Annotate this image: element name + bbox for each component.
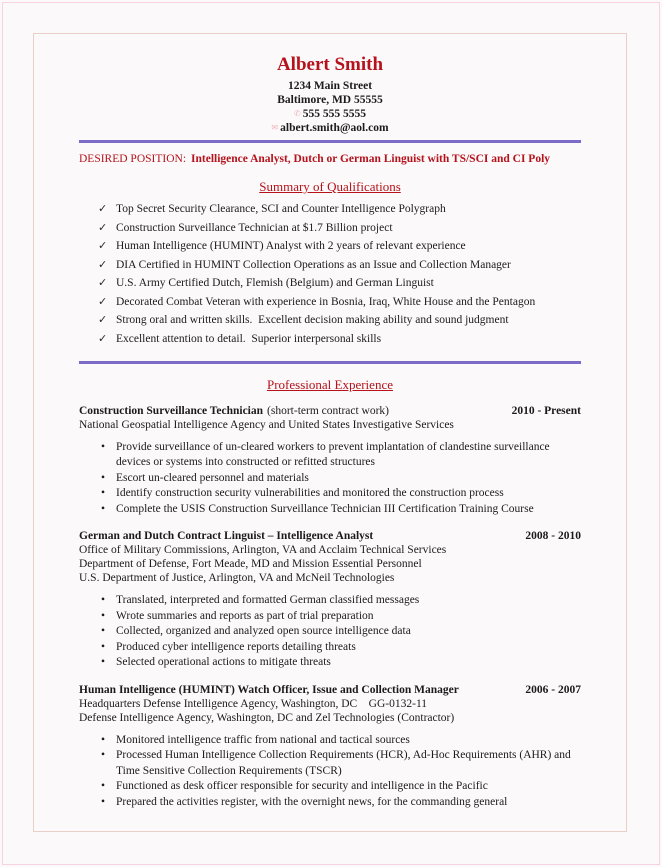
job-bullet-text: Identify construction security vulnerabilities and monitored the construction process: [116, 487, 504, 499]
job-bullet: [79, 471, 581, 487]
job-bullet-list: [79, 733, 581, 811]
job-bullet-text: Functioned as desk officer responsible for security and intelligence in the Pacific: [116, 780, 488, 792]
qualification-text: DIA Certified in HUMINT Collection Operations as an Issue and Collection Manager: [116, 258, 511, 271]
job-bullet: [79, 733, 581, 749]
divider-rule-header: [79, 140, 581, 143]
resume-page-frame: [33, 33, 627, 832]
job-bullet-text: Wrote summaries and reports as part of trial preparation: [116, 609, 374, 622]
checkmark-icon: ✓: [98, 258, 108, 271]
checkmark-icon: ✓: [98, 295, 108, 308]
job-employer: Defense Intelligence Agency, Washington, DC and Zel Technologies (Contractor): [79, 711, 455, 724]
job-bullet: [79, 795, 581, 811]
qualification-text: Decorated Combat Veteran with experience in Bosnia, Iraq, White House and the Pentagon: [116, 295, 536, 308]
qualification-text: Excellent attention to detail. Superior interpersonal skills: [116, 332, 382, 345]
qualification-item: [79, 276, 581, 290]
bullet-icon: •: [101, 609, 106, 622]
job-bullet-text: Translated, interpreted and formatted German classified messages: [116, 594, 420, 606]
bullet-icon: •: [101, 749, 106, 761]
job-title: Human Intelligence (HUMINT) Watch Officer, Issue and Collection Manager: [79, 683, 459, 696]
address-line-1: 1234 Main Street: [287, 80, 373, 92]
job-bullet: [79, 748, 581, 779]
checkmark-icon: ✓: [98, 240, 108, 252]
desired-position-line: [79, 152, 581, 166]
qualification-text: Top Secret Security Clearance, SCI and Counter Intelligence Polygraph: [116, 203, 446, 215]
job-heading: [79, 529, 581, 543]
qualification-item: [79, 295, 581, 309]
desired-position-value: Intelligence Analyst, Dutch or German Linguist with TS/SCI and CI Poly: [191, 153, 551, 165]
job-employer: Headquarters Defense Intelligence Agency, Washington, DC GG-0132-11: [79, 697, 428, 710]
phone-number: 555 555 5555: [302, 108, 366, 120]
job-bullet: [79, 486, 581, 502]
checkmark-icon: ✓: [98, 277, 108, 289]
job-bullet-list: [79, 440, 581, 518]
job-bullet: [79, 655, 581, 671]
job-bullet: [79, 624, 581, 640]
job-bullet: [79, 609, 581, 625]
bullet-icon: •: [101, 780, 106, 792]
bullet-icon: •: [101, 471, 106, 484]
qualifications-title: Summary of Qualifications: [259, 179, 401, 194]
job-bullet-text: Collected, organized and analyzed open source intelligence data: [116, 625, 411, 637]
job-bullet: [79, 502, 581, 518]
job-employer: Department of Defense, Fort Meade, MD and Mission Essential Personnel: [79, 558, 422, 570]
job-title: German and Dutch Contract Linguist – Intelligence Analyst: [79, 530, 374, 542]
job-bullet-text: Processed Human Intelligence Collection Requirements (HCR), Ad-Hoc Requirements (AHR) and Time Sensitive Collection Requirements (TSCR): [116, 749, 574, 777]
job-employer: National Geospatial Intelligence Agency and United States Investigative Services: [79, 418, 454, 431]
bullet-icon: •: [101, 795, 106, 808]
email-icon: ✉: [271, 123, 279, 132]
job-title-suffix: (short-term contract work): [267, 404, 390, 417]
job-employer: Office of Military Commissions, Arlington, VA and Acclaim Technical Services: [79, 544, 447, 556]
address-line-2: Baltimore, MD 55555: [277, 94, 383, 106]
bullet-icon: •: [101, 487, 106, 499]
job-entry-1: [79, 404, 581, 518]
experience-title: Professional Experience: [267, 376, 393, 392]
qualification-text: Human Intelligence (HUMINT) Analyst with 2 years of relevant experience: [116, 240, 466, 252]
qualification-item: [79, 258, 581, 272]
job-entry-3: [79, 683, 581, 811]
checkmark-icon: ✓: [98, 221, 108, 234]
bullet-icon: •: [101, 656, 106, 668]
bullet-icon: •: [101, 733, 106, 746]
job-heading: [79, 683, 581, 697]
job-heading: [79, 404, 581, 418]
bullet-icon: •: [101, 440, 106, 453]
phone-icon: ✆: [294, 109, 301, 118]
job-bullet-list: [79, 593, 581, 671]
job-bullet: [79, 779, 581, 795]
job-bullet-text: Prepared the activities register, with the overnight news, for the commanding general: [116, 795, 508, 808]
bullet-icon: •: [101, 594, 106, 606]
job-dates: 2008 - 2010: [525, 530, 581, 542]
job-bullet: [79, 593, 581, 609]
checkmark-icon: ✓: [98, 314, 108, 326]
job-bullet-text: Selected operational actions to mitigate threats: [116, 656, 331, 668]
bullet-icon: •: [101, 625, 106, 637]
person-name: Albert Smith: [276, 54, 384, 75]
bullet-icon: •: [101, 640, 106, 653]
email-address: albert.smith@aol.com: [280, 122, 389, 134]
bullet-icon: •: [101, 502, 106, 515]
job-bullet-text: Provide surveillance of un-cleared workers to prevent implantation of clandestine surveillance devices or systems into constructed or refitted structures: [116, 440, 553, 468]
phone-line: [79, 107, 581, 121]
job-employer: U.S. Department of Justice, Arlington, VA and McNeil Technologies: [79, 572, 395, 584]
qualification-text: U.S. Army Certified Dutch, Flemish (Belgium) and German Linguist: [116, 277, 434, 289]
desired-position-label: DESIRED POSITION:: [79, 153, 187, 165]
email-line: [79, 121, 581, 135]
resume-header: [79, 54, 581, 135]
job-title: Construction Surveillance Technician: [79, 404, 264, 417]
job-title-group: [79, 404, 389, 418]
job-bullet-text: Escort un-cleared personnel and materials: [116, 471, 309, 484]
checkmark-icon: ✓: [98, 203, 108, 215]
job-bullet-text: Complete the USIS Construction Surveillance Technician III Certification Training Course: [116, 502, 534, 515]
qualification-item: [79, 313, 581, 327]
job-dates: 2006 - 2007: [525, 683, 581, 696]
job-title-group: [79, 529, 373, 543]
job-bullet-text: Monitored intelligence traffic from national and tactical sources: [116, 733, 410, 746]
qualification-item: [79, 239, 581, 253]
job-bullet: [79, 640, 581, 656]
divider-rule-experience: [79, 361, 581, 364]
job-dates: 2010 - Present: [511, 404, 581, 417]
qualification-item: [79, 221, 581, 235]
resume-content: [34, 34, 626, 831]
qualifications-list: [79, 202, 581, 346]
qualification-item: [79, 202, 581, 216]
job-title-group: [79, 683, 459, 697]
job-bullet: [79, 440, 581, 471]
job-entry-2: [79, 529, 581, 671]
qualification-text: Strong oral and written skills. Excellent decision making ability and sound judgment: [116, 314, 509, 326]
checkmark-icon: ✓: [98, 332, 108, 345]
job-bullet-text: Produced cyber intelligence reports detailing threats: [116, 640, 356, 653]
qualification-item: [79, 332, 581, 346]
qualification-text: Construction Surveillance Technician at $1.7 Billion project: [116, 221, 393, 234]
